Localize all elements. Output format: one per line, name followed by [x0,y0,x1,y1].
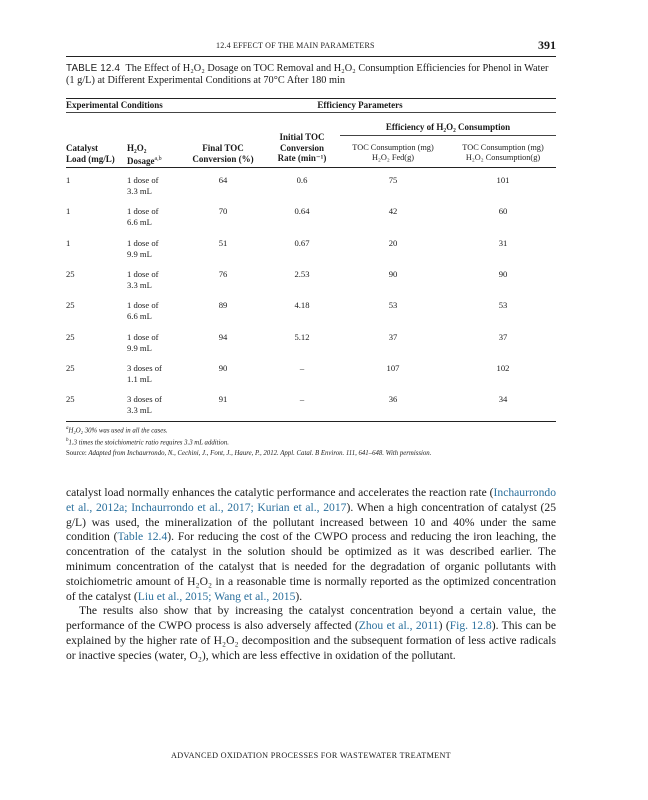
col-header-toc-consumption-line1: TOC Consumption (mg) [462,143,544,152]
table-notes [66,424,556,459]
cell-final-toc: 91 [218,394,228,405]
cell-dose-line1: 1 dose of [127,268,159,279]
page-number: 391 [538,38,556,52]
cell-dose-line1: 3 doses of [127,394,162,405]
cell-fed: 37 [388,331,398,342]
cell-fed: 36 [388,394,398,405]
note-b: $^b$1.3 times the stoichiometric ratio requires 3.3 mL addition. [66,438,229,447]
citation-link[interactable]: Fig. 12.8 [449,619,492,633]
group-header-efficiency: Efficiency Parameters [317,100,403,110]
col-header-h2o2-sup: a,b [154,155,162,162]
cell-dose-line2: 9.9 mL [127,342,152,353]
cell-final-toc: 94 [218,331,228,342]
paragraph-text: catalyst load normally enhances the catalytic performance and accelerates the reaction rate ( [66,486,494,499]
cell-dose-line1: 3 doses of [127,362,162,373]
paragraph-text: ). This can be explained by the higher rate of H₂O₂ decomposition and the subsequent formation of less active radicals or inactive species (water, O₂), which are less effective in oxidation of the pollutant. [66,619,556,662]
running-head [66,38,556,54]
cell-rate: – [299,394,305,405]
running-title: 12.4 EFFECT OF THE MAIN PARAMETERS [216,41,375,50]
col-header-toc-consumption [448,143,558,163]
paragraph-1 [66,486,556,604]
col-header-h2o2 [127,143,162,166]
cell-consumption: 31 [498,237,508,248]
cell-catalyst: 25 [66,362,75,373]
col-header-initial-toc-line1: Initial TOC [279,132,325,142]
cell-final-toc: 51 [218,237,228,248]
cell-dose-line2: 1.1 mL [127,373,152,384]
col-header-h2o2-line2: Dosage$^{a,b}$ [127,155,162,166]
citation-link[interactable]: Liu et al., 2015; Wang et al., 2015 [137,589,296,603]
table-bottom-rule [66,421,556,422]
cell-rate: 2.53 [294,268,310,279]
cell-catalyst: 1 [66,175,71,185]
cell-consumption: 34 [498,394,508,405]
group-header-experimental: Experimental Conditions [66,100,163,110]
cell-fed: 107 [386,362,400,373]
paragraph-text: ). When a high concentration of catalyst (25 g/L) was used, the mineralization of the pollutant increased between 10 and 40% under the same condition ( [66,500,556,544]
cell-final-toc: 64 [218,175,228,185]
cell-catalyst: 25 [66,268,75,279]
table-label: TABLE 12.4 [66,63,121,74]
col-header-final-toc-line1: Final TOC [202,143,244,153]
cell-dose-line2: 3.3 mL [127,186,152,196]
col-header-final-toc [183,143,263,164]
cell-catalyst: 25 [66,331,75,342]
cell-dose-line1: 1 dose of [127,331,159,342]
col-header-toc-fed-line2: H₂O₂ Fed(g) [372,153,414,162]
col-header-toc-fed-line1: TOC Consumption (mg) [352,143,434,152]
cell-final-toc: 76 [218,268,228,279]
col-header-h2o2-line1: H₂O₂ [127,143,147,153]
cell-fed: 42 [388,206,398,217]
book-title-footer: ADVANCED OXIDATION PROCESSES FOR WASTEWATER TREATMENT [171,751,451,760]
cell-dose-line2: 9.9 mL [127,248,152,259]
table-caption [66,63,556,87]
note-a: $^a$H₂O₂ 30% was used in all the cases. [66,426,168,435]
body-text [66,486,556,664]
paragraph-text: ) ( [438,619,450,633]
citation-link[interactable]: Zhou et al., 2011 [358,619,439,633]
cell-dose-line2: 3.3 mL [127,279,152,290]
cell-catalyst: 1 [66,237,71,248]
citation-link[interactable]: Table 12.4 [117,530,168,544]
cell-rate: 0.67 [294,237,310,248]
table-caption-text: The Effect of H₂O₂ Dosage on TOC Removal and H₂O₂ Consumption Efficiencies for Phenol in Water (1 g/L) at Different Experimental Conditions at 70°C After 180 min [66,63,549,86]
citation-link[interactable]: Inchaurrondo et al., 2012a; Inchaurrondo et al., 2017; Kurian et al., 2017 [66,486,556,514]
cell-dose-line1: 1 dose of [127,175,159,185]
cell-catalyst: 25 [66,300,75,311]
col-header-catalyst-line2: Load (mg/L) [66,153,115,164]
cell-dose-line2: 6.6 mL [127,217,152,228]
col-header-initial-toc [267,132,337,164]
cell-rate: – [299,362,305,373]
header-bottom-rule [66,167,556,168]
cell-dose-line1: 1 dose of [127,237,159,248]
cell-final-toc: 89 [218,300,228,311]
table-top-rule [66,98,556,99]
cell-consumption: 60 [498,206,508,217]
cell-consumption: 101 [496,175,510,185]
consumption-subgroup-rule [340,135,556,136]
group-header-h2o2-efficiency: Efficiency of H₂O₂ Consumption [385,122,511,132]
cell-rate: 0.64 [294,206,310,217]
cell-catalyst: 25 [66,394,75,405]
group-header-rule [66,112,556,113]
cell-rate: 0.6 [296,175,308,185]
cell-rate: 5.12 [294,331,310,342]
col-header-toc-fed [338,143,448,163]
cell-final-toc: 70 [218,206,228,217]
col-header-initial-toc-line3: Rate (min⁻¹) [277,153,327,163]
cell-fed: 20 [388,237,398,248]
cell-dose-line2: 6.6 mL [127,311,152,322]
col-header-catalyst-line1: Catalyst [66,143,98,153]
paragraph-text: The results also show that by increasing the catalyst concentration beyond a certain value, the performance of the CWPO process is also adversely affected ( [66,604,556,633]
col-header-initial-toc-line2: Conversion [279,142,324,153]
cell-fed: 75 [388,175,398,185]
cell-dose-line1: 1 dose of [127,300,159,311]
header-rule [66,56,556,57]
cell-fed: 90 [388,268,398,279]
note-source: Source: Adapted from Inchaurrondo, N., Cechini, J., Font, J., Haure, P., 2012. Appl. Catal. B Environ. 111, 641–648. With permission. [66,449,432,457]
col-header-toc-consumption-line2: H₂O₂ Consumption(g) [465,153,541,162]
cell-dose-line2: 3.3 mL [127,405,152,416]
cell-consumption: 90 [498,268,508,279]
cell-consumption: 102 [496,362,510,373]
col-header-catalyst [66,143,115,164]
cell-dose-line1: 1 dose of [127,206,159,217]
col-header-final-toc-line2: Conversion (%) [192,153,254,164]
cell-consumption: 53 [498,300,508,311]
paragraph-text: ). [295,589,303,603]
cell-consumption: 37 [498,331,508,342]
paragraph-2 [66,604,556,663]
cell-fed: 53 [388,300,398,311]
paragraph-text: ). For reducing the cost of the CWPO process and reducing the iron leaching, the concentration of the catalyst in the solution should be optimized as it was described earlier. The minimum concentration of the catalyst that is needed for the degradation of organic pollutants with stoichiometric amount of H₂O₂ in a reasonable time is normally reported as the optimized concentration of the catalyst ( [66,530,556,603]
cell-catalyst: 1 [66,206,71,217]
cell-rate: 4.18 [294,300,310,311]
cell-final-toc: 90 [218,362,228,373]
